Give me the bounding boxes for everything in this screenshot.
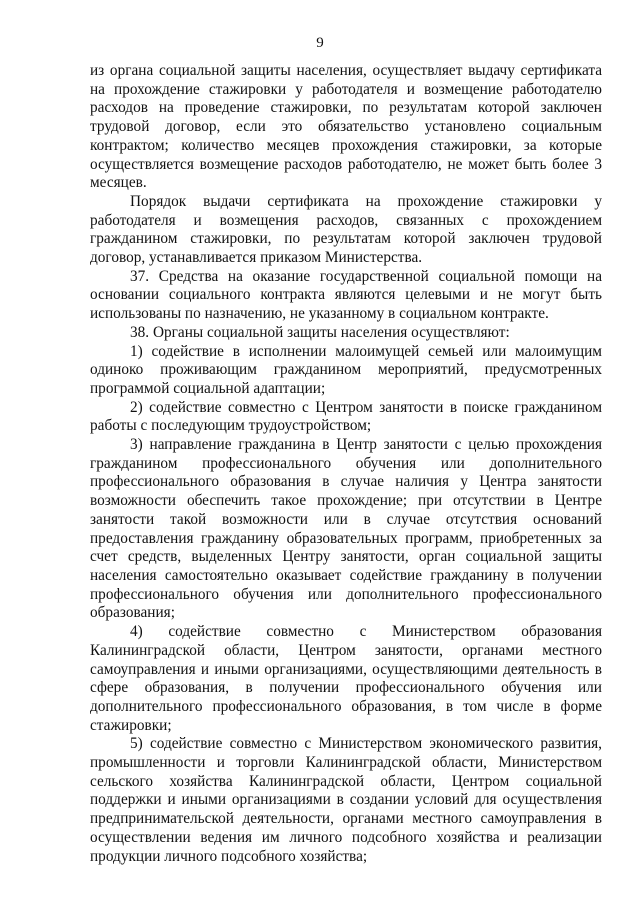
list-item-5: 5) содействие совместно с Министерством экономического развития, промышленности и торговли Калининградской области, Министерством сельского хозяйства Калининградской области, Центром социальной поддержки и иными организациями в создании условий для осуществления предпринимательской деятельности, органами местного самоуправления в осуществлении ведения им личного подсобного хозяйства и реализации продукции личного подсобного хозяйства; bbox=[90, 735, 602, 865]
paragraph-continuation: из органа социальной защиты населения, осуществляет выдачу сертификата на прохождение стажировки у работодателя и возмещение работодателю расходов на проведение стажировки, по результатам которой заключен трудовой договор, если это обязательство установлено социальным контрактом; количество месяцев прохождения стажировки, за которые осуществляется возмещение расходов работодателю, не может быть более 3 месяцев. bbox=[90, 62, 602, 192]
paragraph-certificate-procedure: Порядок выдачи сертификата на прохождение стажировки у работодателя и возмещения расходов, связанных с прохождением гражданином стажировки, по результатам которой заключен трудовой договор, устанавливается приказом Министерства. bbox=[90, 192, 602, 267]
paragraph-38: 38. Органы социальной защиты населения осуществляют: bbox=[130, 323, 510, 341]
paragraph-37: 37. Средства на оказание государственной социальной помощи на основании социального контракта являются целевыми и не могут быть использованы по назначению, не указанному в социальном контракте. bbox=[90, 267, 602, 323]
list-item-4: 4) содействие совместно с Министерством образования Калининградской области, Центром занятости, органами местного самоуправления и иными организациями, осуществляющими деятельность в сфере образования, в получении профессионального обучения или дополнительного профессионального образования, в том числе в форме стажировки; bbox=[90, 623, 602, 734]
list-item-3: 3) направление гражданина в Центр занятости с целью прохождения гражданином профессионального обучения или дополнительного профессионального образования в случае наличия у Центра занятости возможности обеспечить такое прохождение; при отсутствии в Центре занятости такой возможности или в случае отсутствия оснований предоставления гражданину образовательных программ, приобретенных за счет средств, выделенных Центру занятости, орган социальной защиты населения самостоятельно оказывает содействие гражданину в получении профессионального обучения или дополнительного профессионального образования; bbox=[90, 436, 602, 622]
page-number: 9 bbox=[316, 35, 324, 51]
document-body bbox=[90, 62, 602, 866]
list-item-1: 1) содействие в исполнении малоимущей семьей или малоимущим одиноко проживающим гражданином мероприятий, предусмотренных программой социальной адаптации; bbox=[90, 342, 602, 397]
list-item-2: 2) содействие совместно с Центром занятости в поиске гражданином работы с последующим трудоустройством; bbox=[90, 398, 602, 435]
